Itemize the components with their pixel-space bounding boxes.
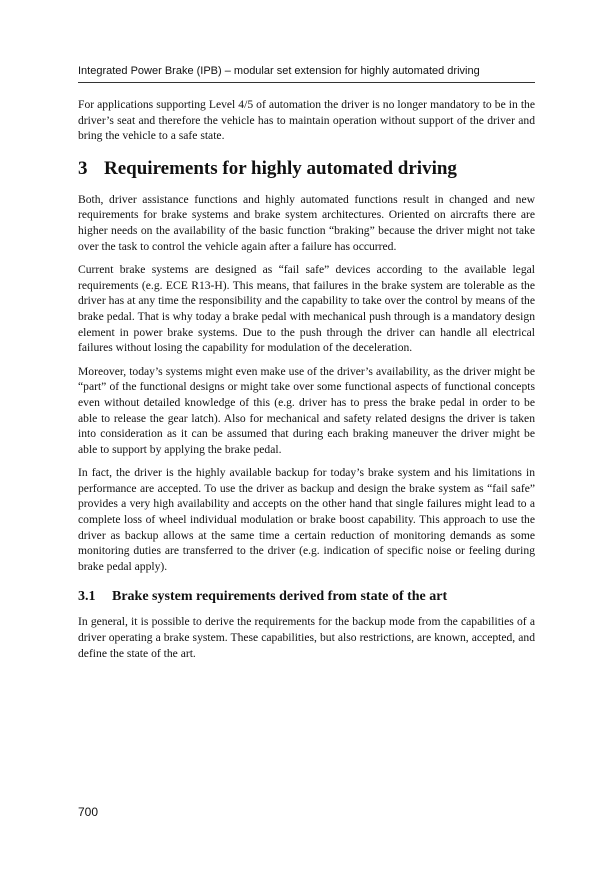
section-paragraph-3: Moreover, today’s systems might even make use of the driver’s availability, as the driver might be “part” of the functional designs or might take over some functional aspects of functional concepts even without detailed knowledge of this (e.g. driver has to press the brake pedal in order to be able to release the gear latch). Also for mechanical and safety related designs the driver is taken into consideration as it can be assumed that during each braking maneuver the driver might be able to support by applying the brake pedal. — [78, 364, 535, 456]
intro-paragraph: For applications supporting Level 4/5 of automation the driver is no longer mandatory to be in the driver’s seat and therefore the vehicle has to maintain operation without support of the driver and bring the vehicle to a safe state. — [78, 98, 535, 143]
section-number: 3 — [78, 157, 88, 179]
section-paragraph-4: In fact, the driver is the highly available backup for today’s brake system and his limitations in performance are accepted. To use the driver as backup and design the brake system as “fail safe” provides a very high availability and accepts on the other hand that single failures might lead to a complete loss of wheel individual modulation or brake boost capability. This approach to use the driver as backup allows at the same time a certain reduction of monitoring demands as some monitoring duties are transferred to the driver (e.g. indication of specific noise or feeling during brake pedal apply). — [78, 466, 535, 573]
section-paragraph-1: Both, driver assistance functions and highly automated functions result in changed and new requirements for brake systems and brake system architectures. Oriented on aircrafts there are higher needs on the availability of the basic function “braking” because the driver might not take over the task to control the vehicle again after a failure has occurred. — [78, 192, 535, 253]
subsection-heading — [78, 588, 535, 606]
subsection-number: 3.1 — [78, 589, 96, 605]
body-content — [78, 97, 535, 669]
subsection-paragraph-1: In general, it is possible to derive the requirements for the backup mode from the capabilities of a driver operating a brake system. These capabilities, but also restrictions, are known, accepted, and define the state of the art. — [78, 615, 535, 660]
running-head: Integrated Power Brake (IPB) – modular set extension for highly automated driving — [78, 64, 535, 83]
section-paragraph-2: Current brake systems are designed as “fail safe” devices according to the available legal requirements (e.g. ECE R13-H). This means, that failures in the brake system are tolerable as the driver has at any time the responsibility and the capability to take over the control by means of the brake pedal. That is why today a brake pedal with mechanical push through is a mandatory design element in power brake systems. Due to the push through the driver can handle all electrical failures without losing the capability for modulation of the deceleration. — [78, 263, 535, 355]
page-number: 700 — [78, 805, 99, 819]
section-heading — [78, 158, 535, 180]
subsection-title: Brake system requirements derived from state of the art — [112, 589, 448, 605]
section-title: Requirements for highly automated driving — [104, 157, 457, 179]
